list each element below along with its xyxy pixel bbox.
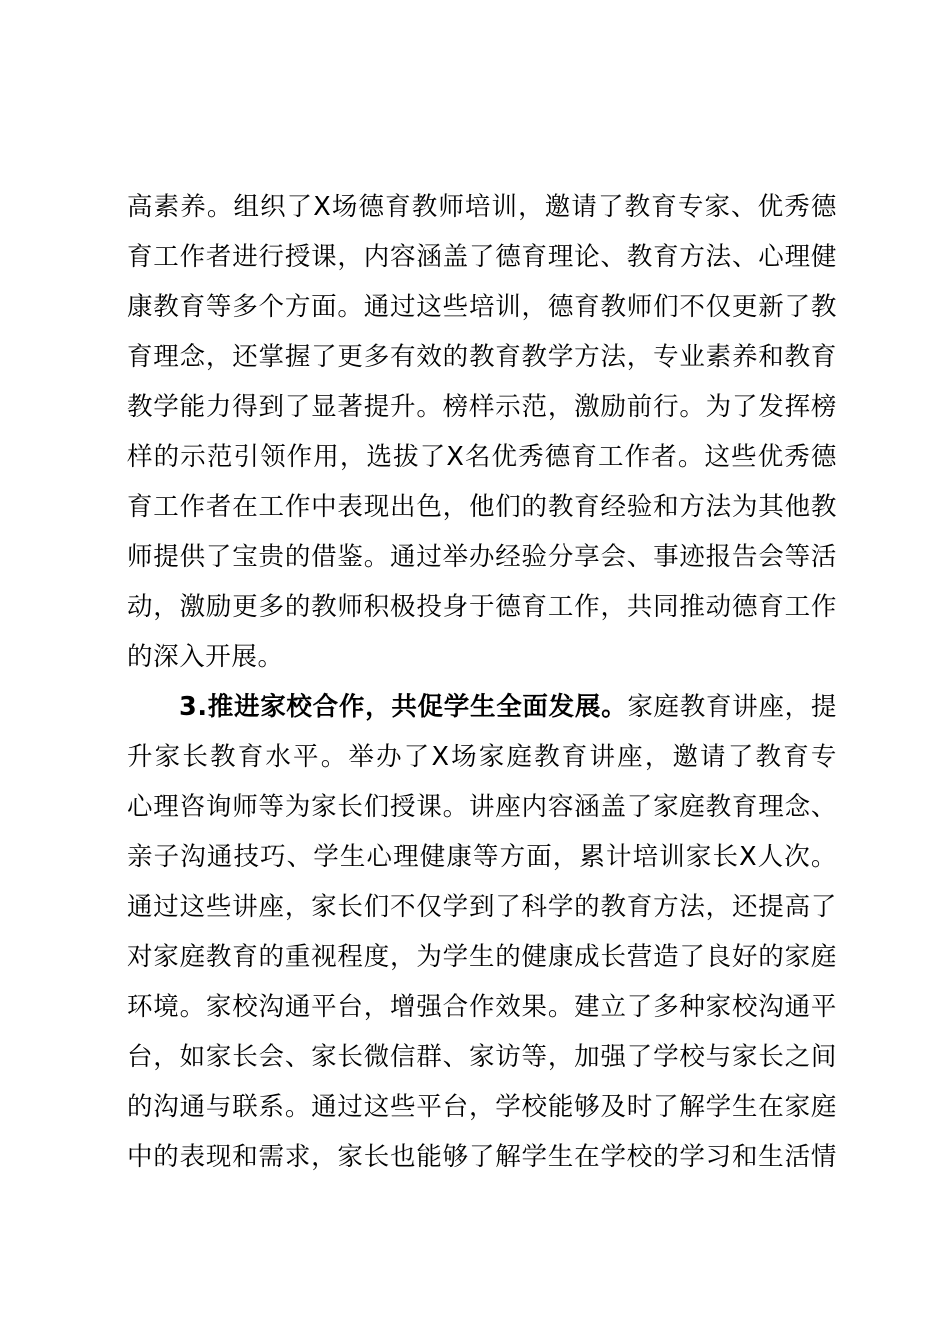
- text-line: 的深入开展。: [127, 642, 284, 672]
- text-line: 环境。家校沟通平台，增强合作效果。建立了多种家校沟通平: [127, 992, 837, 1022]
- text-line: 高素养。组织了X场德育教师培训，邀请了教育专家、优秀德: [127, 192, 837, 222]
- text-line: 师提供了宝贵的借鉴。通过举办经验分享会、事迹报告会等活: [127, 542, 837, 572]
- body-text: [127, 182, 837, 1182]
- text-line: 育工作者在工作中表现出色，他们的教育经验和方法为其他教: [127, 492, 837, 522]
- text-line: 动，激励更多的教师积极投身于德育工作，共同推动德育工作: [127, 592, 837, 622]
- section-3-first-line-rest: 家庭教育讲座，提: [627, 692, 837, 722]
- section-3-heading: 3.推进家校合作，共促学生全面发展。: [179, 692, 628, 722]
- section-3-first-line: [127, 682, 837, 732]
- text-line: 通过这些讲座，家长们不仅学到了科学的教育方法，还提高了: [127, 892, 837, 922]
- text-line: 中的表现和需求，家长也能够了解学生在学校的学习和生活情: [127, 1142, 837, 1172]
- text-line: 的沟通与联系。通过这些平台，学校能够及时了解学生在家庭: [127, 1092, 837, 1122]
- text-line: 亲子沟通技巧、学生心理健康等方面，累计培训家长X人次。: [127, 842, 837, 872]
- text-line: 升家长教育水平。举办了X场家庭教育讲座，邀请了教育专: [127, 742, 837, 772]
- text-line: 对家庭教育的重视程度，为学生的健康成长营造了良好的家庭: [127, 942, 837, 972]
- text-line: 育工作者进行授课，内容涵盖了德育理论、教育方法、心理健: [127, 242, 837, 272]
- text-line: 康教育等多个方面。通过这些培训，德育教师们不仅更新了教: [127, 292, 837, 322]
- text-line: 心理咨询师等为家长们授课。讲座内容涵盖了家庭教育理念、: [127, 792, 837, 822]
- text-line: 台，如家长会、家长微信群、家访等，加强了学校与家长之间: [127, 1042, 837, 1072]
- text-line: 样的示范引领作用，选拔了X名优秀德育工作者。这些优秀德: [127, 442, 837, 472]
- text-line: 育理念，还掌握了更多有效的教育教学方法，专业素养和教育: [127, 342, 837, 372]
- text-line: 教学能力得到了显著提升。榜样示范，激励前行。为了发挥榜: [127, 392, 837, 422]
